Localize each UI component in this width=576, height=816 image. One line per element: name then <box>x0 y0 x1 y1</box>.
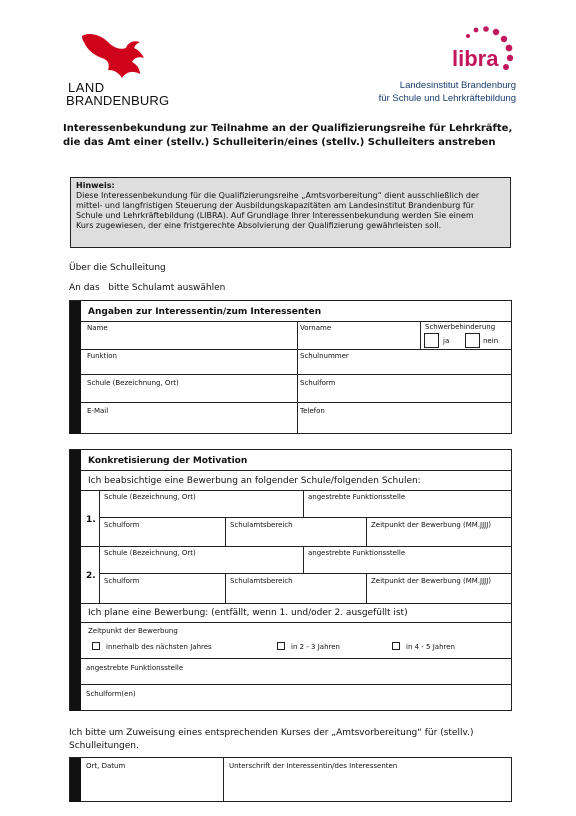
brandenburg-logo <box>64 30 174 110</box>
entry1-zeitpunkt-field[interactable] <box>367 518 511 545</box>
section2-heading: Konkretisierung der Motivation <box>88 456 248 466</box>
schwerbehinderung-label: Schwerbehinderung <box>425 323 496 331</box>
brandenburg-logo-line2: BRANDENBURG <box>66 93 170 108</box>
schulformen-label: Schulform(en) <box>86 690 136 698</box>
option-innerhalb-checkbox[interactable] <box>92 642 100 650</box>
entry1-zeitpunkt-label: Zeitpunkt der Bewerbung (MM.JJJJ) <box>371 521 492 529</box>
routing-to <box>69 282 225 294</box>
option-2-3-label: in 2 - 3 Jahren <box>291 643 340 651</box>
entry2-number: 2. <box>86 571 96 581</box>
schulform-label: Schulform <box>300 379 336 387</box>
name-field[interactable] <box>82 322 296 348</box>
telefon-label: Telefon <box>300 407 325 415</box>
hinweis-line2: mittel- und langfristigen Steuerung der Ausbildungskapazitäten am Landesinstitut Brandenburg für <box>76 201 475 210</box>
zeitpunkt-label: Zeitpunkt der Bewerbung <box>88 627 178 635</box>
section2-marker <box>70 450 81 711</box>
request-text <box>69 727 519 753</box>
signature-table <box>69 757 512 802</box>
section2-sub1: Ich beabsichtige eine Bewerbung an folgender Schule/folgenden Schulen: <box>88 476 421 486</box>
ja-label: ja <box>443 337 450 345</box>
entry2-schule-label: Schule (Bezeichnung, Ort) <box>104 549 196 557</box>
routing-to-label: An das <box>69 283 100 293</box>
request-line1: Ich bitte um Zuweisung eines entsprechenden Kurses der „Amtsvorbereitung“ für (stellv.) <box>69 728 474 738</box>
entry1-schule-field[interactable] <box>100 491 302 516</box>
title-line2: die das Amt einer (stellv.) Schulleiterin/eines (stellv.) Schulleiters anstreben <box>63 137 496 148</box>
option-innerhalb-label: innerhalb des nächsten Jahres <box>106 643 212 651</box>
entry2-schulamtsbereich-field[interactable] <box>226 574 365 602</box>
funktionsstelle-label: angestrebte Funktionsstelle <box>86 664 184 672</box>
email-label: E-Mail <box>87 407 109 415</box>
section2-table <box>69 449 512 711</box>
entry2-schule-field[interactable] <box>100 547 302 572</box>
entry2-schulform-field[interactable] <box>100 574 224 602</box>
schulnummer-field[interactable] <box>298 350 511 373</box>
libra-subtitle-1: Landesinstitut Brandenburg <box>399 80 516 91</box>
section2-sub2: Ich plane eine Bewerbung: (entfällt, wenn 1. und/oder 2. ausgefüllt ist) <box>88 608 408 618</box>
schwerbehinderung-nein-checkbox[interactable] <box>465 333 480 348</box>
signature-marker <box>70 758 81 802</box>
funktion-label: Funktion <box>87 352 117 360</box>
funktionsstelle-field[interactable] <box>82 659 511 683</box>
option-4-5-checkbox[interactable] <box>392 642 400 650</box>
section1-heading: Angaben zur Interessentin/zum Interessenten <box>88 307 322 317</box>
funktion-field[interactable] <box>82 350 296 373</box>
routing-via: Über die Schulleitung <box>69 263 166 273</box>
entry2-zeitpunkt-field[interactable] <box>367 574 511 602</box>
entry1-number: 1. <box>86 515 96 525</box>
brandenburg-logo-line1: LAND <box>68 80 105 95</box>
name-label: Name <box>87 324 108 332</box>
entry2-schulform-label: Schulform <box>104 577 140 585</box>
ort-datum-label: Ort, Datum <box>86 762 126 770</box>
entry1-schulamtsbereich-field[interactable] <box>226 518 365 545</box>
entry1-schule-label: Schule (Bezeichnung, Ort) <box>104 493 196 501</box>
schulformen-field[interactable] <box>82 685 511 710</box>
schule-label: Schule (Bezeichnung, Ort) <box>87 379 179 387</box>
entry2-funktionsstelle-label: angestrebte Funktionsstelle <box>308 549 406 557</box>
vorname-label: Vorname <box>300 324 332 332</box>
section1-marker <box>70 301 81 434</box>
unterschrift-field[interactable] <box>224 759 511 801</box>
document-title <box>63 122 533 150</box>
entry1-schulform-label: Schulform <box>104 521 140 529</box>
entry2-funktionsstelle-field[interactable] <box>304 547 511 572</box>
libra-wordmark: libra <box>452 46 499 71</box>
unterschrift-label: Unterschrift der Interessentin/des Interessenten <box>229 762 398 770</box>
ort-datum-field[interactable] <box>82 759 222 801</box>
email-field[interactable] <box>82 403 296 433</box>
hinweis-line1: Diese Interessenbekundung für die Qualifizierungsreihe „Amtsvorbereitung“ dient ausschließlich der <box>76 191 480 200</box>
entry1-schulamtsbereich-label: Schulamtsbereich <box>230 521 293 529</box>
schwerbehinderung-ja-checkbox[interactable] <box>424 333 439 348</box>
entry2-schulamtsbereich-label: Schulamtsbereich <box>230 577 293 585</box>
entry1-schulform-field[interactable] <box>100 518 224 545</box>
schulform-field[interactable] <box>298 375 511 401</box>
option-4-5-label: in 4 - 5 Jahren <box>406 643 455 651</box>
schulamt-select[interactable]: bitte Schulamt auswählen <box>108 283 226 293</box>
libra-subtitle-2: für Schule und Lehrkräftebildung <box>378 93 516 104</box>
eagle-icon <box>74 30 154 84</box>
vorname-field[interactable] <box>298 322 419 348</box>
telefon-field[interactable] <box>298 403 511 433</box>
entry1-funktionsstelle-field[interactable] <box>304 491 511 516</box>
request-line2: Schulleitungen. <box>69 741 139 751</box>
nein-label: nein <box>483 337 499 345</box>
hinweis-heading: Hinweis: <box>76 181 115 190</box>
schulnummer-label: Schulnummer <box>300 352 349 360</box>
entry2-zeitpunkt-label: Zeitpunkt der Bewerbung (MM.JJJJ) <box>371 577 492 585</box>
hinweis-line4: Kurs zugewiesen, der eine fristgerechte Absolvierung der Qualifizierung gewährleisten soll. <box>76 221 442 230</box>
section1-table <box>69 300 512 434</box>
option-2-3-checkbox[interactable] <box>277 642 285 650</box>
title-line1: Interessenbekundung zur Teilnahme an der Qualifizierungsreihe für Lehrkräfte, <box>63 123 513 134</box>
hinweis-line3: Schule und Lehrkräftebildung (LIBRA). Auf Grundlage Ihrer Interessenbekundung werden Sie einem <box>76 211 474 220</box>
schule-field[interactable] <box>82 375 296 401</box>
entry1-funktionsstelle-label: angestrebte Funktionsstelle <box>308 493 406 501</box>
libra-logo <box>340 26 530 108</box>
hinweis-box <box>70 177 511 248</box>
